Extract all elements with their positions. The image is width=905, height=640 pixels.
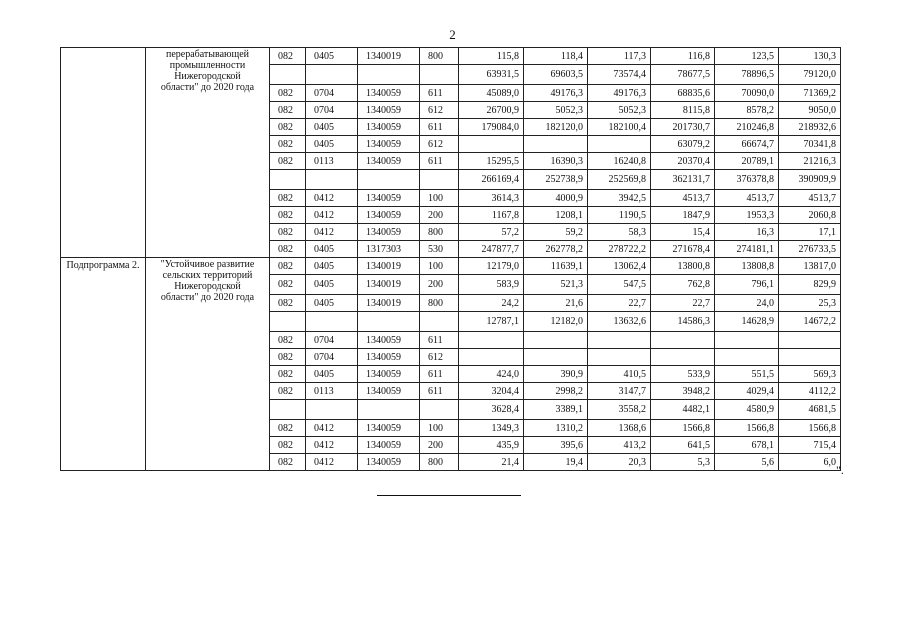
value-cell: 16,3 — [715, 224, 779, 241]
code-cell: 082 — [270, 332, 306, 349]
value-cell: 3948,2 — [651, 383, 715, 400]
value-cell: 1847,9 — [651, 207, 715, 224]
code-cell: 082 — [270, 349, 306, 366]
signature-line — [377, 495, 521, 496]
value-cell: 3389,1 — [524, 400, 588, 420]
value-cell: 5052,3 — [588, 102, 651, 119]
code-cell: 800 — [420, 454, 459, 471]
code-cell — [306, 312, 358, 332]
code-cell: 082 — [270, 136, 306, 153]
value-cell: 14628,9 — [715, 312, 779, 332]
value-cell: 63079,2 — [651, 136, 715, 153]
value-cell — [524, 332, 588, 349]
value-cell: 1566,8 — [651, 420, 715, 437]
program-cell — [61, 48, 146, 258]
description-cell: "Устойчивое развитие сельских территорий Нижегородской области" до 2020 года — [146, 258, 270, 471]
code-cell: 082 — [270, 420, 306, 437]
value-cell: 4513,7 — [715, 190, 779, 207]
code-cell: 0412 — [306, 437, 358, 454]
code-cell — [420, 400, 459, 420]
value-cell: 78677,5 — [651, 65, 715, 85]
code-cell — [306, 170, 358, 190]
code-cell: 1340059 — [358, 437, 420, 454]
value-cell: 410,5 — [588, 366, 651, 383]
value-cell: 266169,4 — [459, 170, 524, 190]
value-cell: 796,1 — [715, 275, 779, 295]
value-cell: 12787,1 — [459, 312, 524, 332]
value-cell: 395,6 — [524, 437, 588, 454]
value-cell: 278722,2 — [588, 241, 651, 258]
code-cell: 1340019 — [358, 295, 420, 312]
code-cell — [420, 65, 459, 85]
value-cell — [779, 332, 841, 349]
code-cell: 200 — [420, 437, 459, 454]
value-cell — [651, 332, 715, 349]
value-cell: 59,2 — [524, 224, 588, 241]
code-cell: 082 — [270, 119, 306, 136]
code-cell: 1340059 — [358, 224, 420, 241]
value-cell: 115,8 — [459, 48, 524, 65]
code-cell: 1340019 — [358, 275, 420, 295]
code-cell — [358, 312, 420, 332]
code-cell: 0412 — [306, 454, 358, 471]
value-cell — [459, 332, 524, 349]
code-cell: 611 — [420, 85, 459, 102]
code-cell: 082 — [270, 437, 306, 454]
code-cell: 611 — [420, 119, 459, 136]
value-cell: 2060,8 — [779, 207, 841, 224]
value-cell: 210246,8 — [715, 119, 779, 136]
value-cell: 1349,3 — [459, 420, 524, 437]
value-cell: 13632,6 — [588, 312, 651, 332]
value-cell: 1368,6 — [588, 420, 651, 437]
value-cell: 24,2 — [459, 295, 524, 312]
code-cell: 1340059 — [358, 153, 420, 170]
value-cell: 424,0 — [459, 366, 524, 383]
code-cell: 611 — [420, 153, 459, 170]
code-cell: 0405 — [306, 241, 358, 258]
value-cell: 521,3 — [524, 275, 588, 295]
code-cell: 800 — [420, 48, 459, 65]
value-cell — [588, 349, 651, 366]
value-cell: 3628,4 — [459, 400, 524, 420]
value-cell: 533,9 — [651, 366, 715, 383]
value-cell: 9050,0 — [779, 102, 841, 119]
code-cell: 082 — [270, 85, 306, 102]
value-cell: 2998,2 — [524, 383, 588, 400]
code-cell: 1340059 — [358, 366, 420, 383]
value-cell: 118,4 — [524, 48, 588, 65]
value-cell: 678,1 — [715, 437, 779, 454]
value-cell: 390909,9 — [779, 170, 841, 190]
code-cell: 0405 — [306, 48, 358, 65]
value-cell: 3147,7 — [588, 383, 651, 400]
value-cell — [588, 332, 651, 349]
value-cell: 3558,2 — [588, 400, 651, 420]
code-cell: 1340059 — [358, 454, 420, 471]
value-cell — [524, 136, 588, 153]
value-cell — [779, 349, 841, 366]
value-cell: 70090,0 — [715, 85, 779, 102]
value-cell: 1566,8 — [715, 420, 779, 437]
value-cell: 271678,4 — [651, 241, 715, 258]
code-cell: 611 — [420, 366, 459, 383]
value-cell: 13808,8 — [715, 258, 779, 275]
value-cell: 13062,4 — [588, 258, 651, 275]
value-cell: 21216,3 — [779, 153, 841, 170]
code-cell: 082 — [270, 48, 306, 65]
code-cell: 611 — [420, 383, 459, 400]
value-cell: 8578,2 — [715, 102, 779, 119]
value-cell: 715,4 — [779, 437, 841, 454]
value-cell: 1310,2 — [524, 420, 588, 437]
code-cell: 100 — [420, 190, 459, 207]
value-cell: 182100,4 — [588, 119, 651, 136]
code-cell — [270, 65, 306, 85]
value-cell: 11639,1 — [524, 258, 588, 275]
code-cell: 1340019 — [358, 48, 420, 65]
code-cell: 0412 — [306, 190, 358, 207]
value-cell: 26700,9 — [459, 102, 524, 119]
value-cell: 435,9 — [459, 437, 524, 454]
value-cell: 247877,7 — [459, 241, 524, 258]
value-cell: 4513,7 — [651, 190, 715, 207]
value-cell: 21,4 — [459, 454, 524, 471]
value-cell: 22,7 — [588, 295, 651, 312]
value-cell: 201730,7 — [651, 119, 715, 136]
code-cell: 100 — [420, 258, 459, 275]
code-cell: 800 — [420, 224, 459, 241]
code-cell: 0113 — [306, 153, 358, 170]
value-cell: 13800,8 — [651, 258, 715, 275]
value-cell — [715, 349, 779, 366]
code-cell: 082 — [270, 102, 306, 119]
value-cell: 21,6 — [524, 295, 588, 312]
code-cell: 612 — [420, 349, 459, 366]
code-cell: 200 — [420, 207, 459, 224]
value-cell: 179084,0 — [459, 119, 524, 136]
value-cell: 123,5 — [715, 48, 779, 65]
value-cell: 1167,8 — [459, 207, 524, 224]
value-cell: 276733,5 — [779, 241, 841, 258]
code-cell: 1340019 — [358, 258, 420, 275]
code-cell: 0405 — [306, 275, 358, 295]
code-cell: 0704 — [306, 85, 358, 102]
code-cell: 0405 — [306, 258, 358, 275]
value-cell: 13817,0 — [779, 258, 841, 275]
value-cell: 16240,8 — [588, 153, 651, 170]
code-cell — [306, 400, 358, 420]
value-cell: 4580,9 — [715, 400, 779, 420]
value-cell: 4681,5 — [779, 400, 841, 420]
value-cell: 6,0 — [779, 454, 841, 471]
value-cell: 8115,8 — [651, 102, 715, 119]
value-cell: 16390,3 — [524, 153, 588, 170]
code-cell: 1340059 — [358, 383, 420, 400]
value-cell — [588, 136, 651, 153]
code-cell: 100 — [420, 420, 459, 437]
code-cell: 1340059 — [358, 332, 420, 349]
value-cell: 551,5 — [715, 366, 779, 383]
code-cell: 0704 — [306, 102, 358, 119]
code-cell: 0412 — [306, 420, 358, 437]
code-cell: 082 — [270, 190, 306, 207]
code-cell: 0405 — [306, 119, 358, 136]
code-cell: 1340059 — [358, 190, 420, 207]
value-cell — [524, 349, 588, 366]
code-cell: 082 — [270, 224, 306, 241]
value-cell: 57,2 — [459, 224, 524, 241]
value-cell: 14672,2 — [779, 312, 841, 332]
value-cell: 15,4 — [651, 224, 715, 241]
value-cell: 583,9 — [459, 275, 524, 295]
value-cell: 25,3 — [779, 295, 841, 312]
value-cell: 4513,7 — [779, 190, 841, 207]
code-cell: 0704 — [306, 349, 358, 366]
table-row — [61, 48, 841, 65]
code-cell: 800 — [420, 295, 459, 312]
value-cell: 24,0 — [715, 295, 779, 312]
code-cell — [420, 170, 459, 190]
code-cell: 530 — [420, 241, 459, 258]
value-cell: 79120,0 — [779, 65, 841, 85]
code-cell: 1340059 — [358, 85, 420, 102]
code-cell: 082 — [270, 153, 306, 170]
value-cell: 218932,6 — [779, 119, 841, 136]
value-cell: 362131,7 — [651, 170, 715, 190]
value-cell: 274181,1 — [715, 241, 779, 258]
code-cell: 1340059 — [358, 207, 420, 224]
value-cell: 413,2 — [588, 437, 651, 454]
value-cell: 762,8 — [651, 275, 715, 295]
value-cell: 262778,2 — [524, 241, 588, 258]
code-cell: 1340059 — [358, 136, 420, 153]
value-cell: 3614,3 — [459, 190, 524, 207]
value-cell — [715, 332, 779, 349]
code-cell: 082 — [270, 207, 306, 224]
value-cell: 49176,3 — [588, 85, 651, 102]
code-cell: 082 — [270, 366, 306, 383]
value-cell: 5052,3 — [524, 102, 588, 119]
value-cell — [651, 349, 715, 366]
value-cell: 19,4 — [524, 454, 588, 471]
code-cell: 1340059 — [358, 119, 420, 136]
code-cell: 0412 — [306, 207, 358, 224]
closing-quote-mark: ". — [836, 463, 844, 477]
value-cell: 4000,9 — [524, 190, 588, 207]
program-cell: Подпрограмма 2. — [61, 258, 146, 471]
code-cell — [358, 170, 420, 190]
value-cell: 58,3 — [588, 224, 651, 241]
code-cell — [270, 400, 306, 420]
value-cell: 116,8 — [651, 48, 715, 65]
value-cell: 117,3 — [588, 48, 651, 65]
value-cell: 4482,1 — [651, 400, 715, 420]
value-cell: 3204,4 — [459, 383, 524, 400]
value-cell: 63931,5 — [459, 65, 524, 85]
budget-table — [60, 47, 841, 471]
value-cell: 20370,4 — [651, 153, 715, 170]
value-cell: 390,9 — [524, 366, 588, 383]
value-cell: 5,6 — [715, 454, 779, 471]
value-cell: 376378,8 — [715, 170, 779, 190]
value-cell: 78896,5 — [715, 65, 779, 85]
value-cell: 20,3 — [588, 454, 651, 471]
value-cell: 569,3 — [779, 366, 841, 383]
code-cell: 082 — [270, 258, 306, 275]
code-cell: 0113 — [306, 383, 358, 400]
value-cell: 547,5 — [588, 275, 651, 295]
code-cell — [420, 312, 459, 332]
code-cell: 0405 — [306, 136, 358, 153]
code-cell: 082 — [270, 241, 306, 258]
code-cell: 0412 — [306, 224, 358, 241]
code-cell: 612 — [420, 136, 459, 153]
value-cell: 68835,6 — [651, 85, 715, 102]
value-cell: 1566,8 — [779, 420, 841, 437]
table-row — [61, 258, 841, 275]
value-cell: 45089,0 — [459, 85, 524, 102]
value-cell: 49176,3 — [524, 85, 588, 102]
code-cell: 200 — [420, 275, 459, 295]
code-cell: 082 — [270, 275, 306, 295]
value-cell: 66674,7 — [715, 136, 779, 153]
value-cell: 17,1 — [779, 224, 841, 241]
value-cell: 70341,8 — [779, 136, 841, 153]
value-cell: 22,7 — [651, 295, 715, 312]
code-cell: 0704 — [306, 332, 358, 349]
value-cell: 3942,5 — [588, 190, 651, 207]
description-cell: перерабатывающей промышленности Нижегородской области" до 2020 года — [146, 48, 270, 258]
value-cell: 5,3 — [651, 454, 715, 471]
code-cell: 612 — [420, 102, 459, 119]
value-cell: 1190,5 — [588, 207, 651, 224]
code-cell: 1340059 — [358, 420, 420, 437]
value-cell: 1208,1 — [524, 207, 588, 224]
code-cell: 082 — [270, 295, 306, 312]
code-cell — [358, 400, 420, 420]
code-cell — [270, 170, 306, 190]
value-cell: 1953,3 — [715, 207, 779, 224]
code-cell: 082 — [270, 454, 306, 471]
value-cell — [459, 136, 524, 153]
value-cell: 14586,3 — [651, 312, 715, 332]
value-cell: 20789,1 — [715, 153, 779, 170]
code-cell: 0405 — [306, 295, 358, 312]
value-cell: 12182,0 — [524, 312, 588, 332]
value-cell — [459, 349, 524, 366]
code-cell — [306, 65, 358, 85]
value-cell: 73574,4 — [588, 65, 651, 85]
code-cell: 1340059 — [358, 102, 420, 119]
page-number: 2 — [449, 27, 456, 42]
value-cell: 252569,8 — [588, 170, 651, 190]
code-cell: 082 — [270, 383, 306, 400]
value-cell: 130,3 — [779, 48, 841, 65]
code-cell — [358, 65, 420, 85]
value-cell: 71369,2 — [779, 85, 841, 102]
code-cell — [270, 312, 306, 332]
value-cell: 829,9 — [779, 275, 841, 295]
value-cell: 641,5 — [651, 437, 715, 454]
value-cell: 4029,4 — [715, 383, 779, 400]
code-cell: 1317303 — [358, 241, 420, 258]
code-cell: 1340059 — [358, 349, 420, 366]
code-cell: 0405 — [306, 366, 358, 383]
value-cell: 15295,5 — [459, 153, 524, 170]
value-cell: 252738,9 — [524, 170, 588, 190]
value-cell: 12179,0 — [459, 258, 524, 275]
code-cell: 611 — [420, 332, 459, 349]
value-cell: 4112,2 — [779, 383, 841, 400]
value-cell: 69603,5 — [524, 65, 588, 85]
value-cell: 182120,0 — [524, 119, 588, 136]
